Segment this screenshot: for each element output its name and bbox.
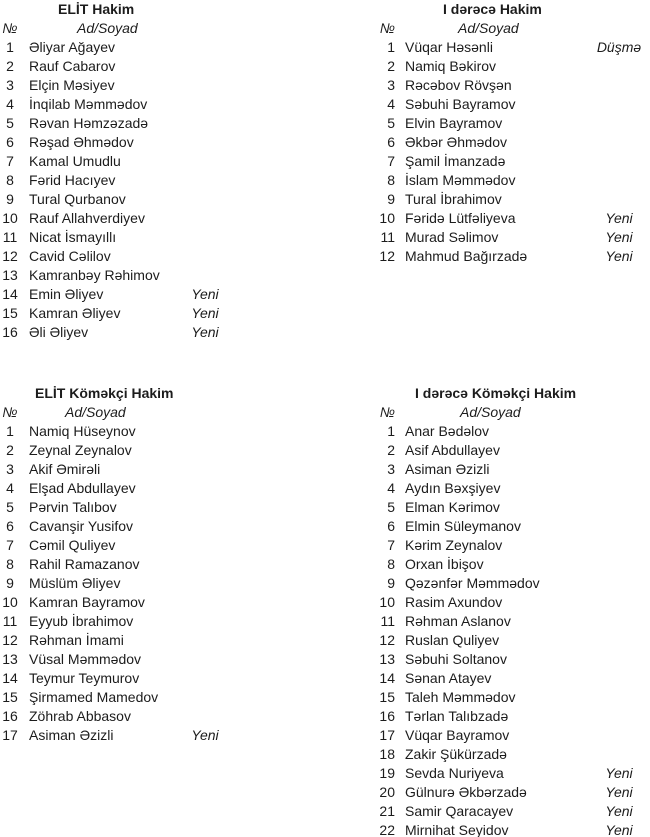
row-name: Kamran Əliyev <box>29 305 121 321</box>
row-number: 8 <box>6 556 14 572</box>
rows-container <box>325 38 650 266</box>
row-note <box>590 631 648 650</box>
table-row <box>325 57 650 76</box>
row-name: Fərid Hacıyev <box>29 172 116 188</box>
row-name: Asif Abdullayev <box>405 442 500 458</box>
row-number: 19 <box>379 765 395 781</box>
row-note <box>180 688 230 707</box>
row-note <box>180 38 230 57</box>
row-note <box>590 536 648 555</box>
row-note: Yeni <box>605 210 633 226</box>
table-row <box>325 171 650 190</box>
row-note <box>180 209 230 228</box>
row-name: Əkbər Əhmədov <box>405 134 507 150</box>
row-name: Elçin Məsiyev <box>29 77 115 93</box>
table-row <box>325 536 650 555</box>
section-title: I dərəcə Hakim <box>443 1 542 17</box>
row-note: Yeni <box>605 229 633 245</box>
row-name: Rəvan Həmzəzadə <box>29 115 149 131</box>
row-name: Gülnurə Əkbərzadə <box>405 784 527 800</box>
row-note <box>180 152 230 171</box>
row-name: Rauf Cabarov <box>29 58 116 74</box>
row-number: 6 <box>387 134 395 150</box>
table-row <box>0 555 325 574</box>
table-row <box>0 323 325 342</box>
row-name: Tural Qurbanov <box>29 191 126 207</box>
column-header-name: Ad/Soyad <box>460 404 521 420</box>
row-name: Vüqar Bayramov <box>405 727 510 743</box>
table-row <box>325 228 650 247</box>
row-note <box>590 498 648 517</box>
row-note <box>590 574 648 593</box>
table-row <box>325 76 650 95</box>
row-number: 2 <box>6 442 14 458</box>
row-name: Akif Əmirəli <box>29 461 101 477</box>
row-note <box>180 574 230 593</box>
row-number: 16 <box>379 708 395 724</box>
row-note <box>180 76 230 95</box>
row-name: Zöhrab Abbasov <box>29 708 131 724</box>
row-number: 11 <box>380 613 395 629</box>
row-note: Düşmə <box>596 39 642 55</box>
row-number: 14 <box>2 286 18 302</box>
table-row <box>325 631 650 650</box>
table-row <box>0 285 325 304</box>
table-row <box>0 669 325 688</box>
row-name: Asiman Əzizli <box>405 461 490 477</box>
row-name: Teymur Teymurov <box>29 670 140 686</box>
row-number: 15 <box>2 305 18 321</box>
row-number: 22 <box>379 822 395 837</box>
table-row <box>325 152 650 171</box>
row-note <box>590 152 648 171</box>
row-note <box>180 133 230 152</box>
row-note <box>590 76 648 95</box>
row-note <box>590 95 648 114</box>
row-number: 6 <box>387 518 395 534</box>
row-number: 13 <box>2 651 18 667</box>
row-note <box>180 631 230 650</box>
table-row <box>325 593 650 612</box>
table-row <box>0 498 325 517</box>
row-note <box>590 726 648 745</box>
row-note <box>180 57 230 76</box>
table-row <box>0 479 325 498</box>
table-row <box>325 745 650 764</box>
table-row <box>0 517 325 536</box>
row-note: Yeni <box>191 305 219 321</box>
row-name: Anar Bədəlov <box>405 423 490 439</box>
row-number: 21 <box>379 803 395 819</box>
row-name: Zakir Şükürzadə <box>405 746 507 762</box>
row-note <box>590 612 648 631</box>
row-note <box>590 460 648 479</box>
row-number: 7 <box>387 153 395 169</box>
row-number: 17 <box>379 727 395 743</box>
row-number: 13 <box>2 267 18 283</box>
row-number: 10 <box>379 594 395 610</box>
row-number: 20 <box>379 784 395 800</box>
row-number: 8 <box>6 172 14 188</box>
row-name: Tural İbrahimov <box>405 191 502 207</box>
row-note <box>590 745 648 764</box>
table-row <box>325 574 650 593</box>
row-number: 6 <box>6 518 14 534</box>
row-number: 1 <box>6 423 14 439</box>
row-number: 15 <box>379 689 395 705</box>
row-number: 8 <box>387 556 395 572</box>
row-number: 4 <box>387 480 395 496</box>
section-title: ELİT Köməkçi Hakim <box>35 385 174 401</box>
row-number: 1 <box>387 39 395 55</box>
row-number: 10 <box>379 210 395 226</box>
row-name: Mahmud Bağırzadə <box>405 248 528 264</box>
row-name: Aydın Bəxşiyev <box>405 480 501 496</box>
row-number: 11 <box>2 229 18 245</box>
table-row <box>0 76 325 95</box>
row-name: Rəşad Əhmədov <box>29 134 134 150</box>
row-name: Cəmil Quliyev <box>29 537 116 553</box>
column-header-name: Ad/Soyad <box>77 20 138 36</box>
row-name: Tərlan Talıbzadə <box>405 708 509 724</box>
row-name: Ruslan Quliyev <box>405 632 500 648</box>
row-name: Namiq Bəkirov <box>405 58 497 74</box>
table-row <box>0 190 325 209</box>
row-name: Emin Əliyev <box>29 286 104 302</box>
column-header-no: № <box>2 20 18 36</box>
table-row <box>0 228 325 247</box>
table-row <box>0 57 325 76</box>
table-row <box>0 612 325 631</box>
row-name: Taleh Məmmədov <box>405 689 516 705</box>
row-number: 9 <box>6 575 14 591</box>
row-note <box>590 688 648 707</box>
row-note <box>590 593 648 612</box>
row-name: Kamran Bayramov <box>29 594 145 610</box>
table-row <box>325 190 650 209</box>
row-name: Müslüm Əliyev <box>29 575 121 591</box>
row-name: Kərim Zeynalov <box>405 537 503 553</box>
table-row <box>0 688 325 707</box>
row-note <box>180 536 230 555</box>
row-number: 2 <box>387 58 395 74</box>
row-note: Yeni <box>605 822 633 837</box>
column-header-no: № <box>2 404 18 420</box>
row-name: Qəzənfər Məmmədov <box>405 575 540 591</box>
row-note <box>180 247 230 266</box>
row-name: Cavanşir Yusifov <box>29 518 134 534</box>
row-note <box>180 441 230 460</box>
row-name: Rəcəbov Rövşən <box>405 77 512 93</box>
row-note <box>180 707 230 726</box>
row-name: İslam Məmmədov <box>405 172 516 188</box>
table-row <box>0 171 325 190</box>
table-row <box>325 460 650 479</box>
table-row <box>325 821 650 837</box>
row-number: 6 <box>6 134 14 150</box>
row-number: 2 <box>387 442 395 458</box>
rows-container <box>325 422 650 837</box>
table-row <box>325 479 650 498</box>
row-name: Samir Qaracayev <box>405 803 514 819</box>
row-name: Kamal Umudlu <box>29 153 121 169</box>
row-note <box>180 593 230 612</box>
row-number: 10 <box>2 594 18 610</box>
table-row <box>325 95 650 114</box>
row-note: Yeni <box>605 765 633 781</box>
table-row <box>0 422 325 441</box>
row-name: Namiq Hüseynov <box>29 423 136 439</box>
row-note <box>180 669 230 688</box>
row-name: Asiman Əzizli <box>29 727 114 743</box>
column-header-name: Ad/Soyad <box>65 404 126 420</box>
row-number: 3 <box>6 77 14 93</box>
table-row <box>0 247 325 266</box>
section-title: ELİT Hakim <box>58 1 135 17</box>
table-row <box>0 460 325 479</box>
row-number: 11 <box>2 613 18 629</box>
row-note <box>180 190 230 209</box>
row-name: Elşad Abdullayev <box>29 480 136 496</box>
row-number: 3 <box>6 461 14 477</box>
row-note <box>180 460 230 479</box>
table-row <box>0 266 325 285</box>
row-name: Orxan İbişov <box>405 556 484 572</box>
row-note <box>590 441 648 460</box>
table-row <box>325 114 650 133</box>
row-number: 3 <box>387 461 395 477</box>
row-number: 1 <box>387 423 395 439</box>
row-note <box>590 650 648 669</box>
table-row <box>0 650 325 669</box>
row-number: 17 <box>2 727 18 743</box>
row-number: 9 <box>387 191 395 207</box>
row-number: 15 <box>2 689 18 705</box>
row-number: 4 <box>6 96 14 112</box>
table-row <box>0 95 325 114</box>
row-number: 12 <box>379 248 395 264</box>
row-note <box>180 498 230 517</box>
row-number: 14 <box>2 670 18 686</box>
row-number: 10 <box>2 210 18 226</box>
row-note: Yeni <box>605 248 633 264</box>
row-note <box>180 171 230 190</box>
row-note <box>590 57 648 76</box>
table-row <box>325 612 650 631</box>
table-row <box>325 650 650 669</box>
rows-container <box>0 422 325 745</box>
row-number: 7 <box>6 537 14 553</box>
table-row <box>325 441 650 460</box>
row-note <box>180 555 230 574</box>
row-number: 13 <box>379 651 395 667</box>
row-number: 7 <box>387 537 395 553</box>
row-name: Əliyar Ağayev <box>29 39 116 55</box>
row-note <box>180 266 230 285</box>
row-note <box>590 517 648 536</box>
table-row <box>325 555 650 574</box>
table-row <box>0 133 325 152</box>
row-number: 16 <box>2 324 18 340</box>
table-row <box>325 688 650 707</box>
table-row <box>325 133 650 152</box>
row-note: Yeni <box>191 324 219 340</box>
row-note <box>180 479 230 498</box>
table-row <box>0 38 325 57</box>
table-row <box>325 783 650 802</box>
row-name: Əli Əliyev <box>29 324 89 340</box>
rows-container <box>0 38 325 342</box>
row-note <box>180 422 230 441</box>
row-number: 11 <box>380 229 395 245</box>
row-note <box>590 171 648 190</box>
row-note <box>180 612 230 631</box>
row-name: Şamil İmanzadə <box>405 153 506 169</box>
row-number: 18 <box>379 746 395 762</box>
row-name: Rahil Ramazanov <box>29 556 140 572</box>
table-row <box>0 209 325 228</box>
row-note <box>590 555 648 574</box>
table-row <box>325 498 650 517</box>
row-name: Elmin Süleymanov <box>405 518 521 534</box>
row-number: 4 <box>387 96 395 112</box>
row-name: Rəhman İmami <box>29 632 124 648</box>
row-name: Cavid Cəlilov <box>29 248 111 264</box>
row-name: Vüsal Məmmədov <box>29 651 142 667</box>
row-name: Sənan Atayev <box>405 670 492 686</box>
row-name: Pərvin Talıbov <box>29 499 117 515</box>
table-row <box>0 304 325 323</box>
table-row <box>0 593 325 612</box>
row-note: Yeni <box>191 727 219 743</box>
row-name: Rauf Allahverdiyev <box>29 210 145 226</box>
row-number: 5 <box>6 115 14 131</box>
row-note <box>180 517 230 536</box>
row-name: İnqilab Məmmədov <box>29 96 148 112</box>
row-name: Nicat İsmayıllı <box>29 229 117 245</box>
row-number: 12 <box>379 632 395 648</box>
column-header-no: № <box>379 404 395 420</box>
table-row <box>325 422 650 441</box>
table-row <box>0 114 325 133</box>
row-note <box>180 650 230 669</box>
table-row <box>0 152 325 171</box>
row-number: 3 <box>387 77 395 93</box>
row-note <box>590 479 648 498</box>
row-name: Rəhman Aslanov <box>405 613 511 629</box>
table-row <box>0 441 325 460</box>
row-name: Fəridə Lütfəliyeva <box>405 210 516 226</box>
row-number: 7 <box>6 153 14 169</box>
row-note: Yeni <box>605 784 633 800</box>
row-note: Yeni <box>605 803 633 819</box>
table-row <box>0 536 325 555</box>
row-number: 2 <box>6 58 14 74</box>
row-number: 5 <box>387 115 395 131</box>
row-note <box>590 422 648 441</box>
row-number: 9 <box>387 575 395 591</box>
row-note <box>590 669 648 688</box>
row-note <box>590 707 648 726</box>
table-row <box>0 726 325 745</box>
row-name: Elman Kərimov <box>405 499 500 515</box>
row-name: Zeynal Zeynalov <box>29 442 132 458</box>
table-row <box>0 707 325 726</box>
row-name: Şirmamed Mamedov <box>29 689 159 705</box>
row-number: 12 <box>2 248 18 264</box>
row-name: Kamranbəy Rəhimov <box>29 267 160 283</box>
table-row <box>325 802 650 821</box>
row-number: 14 <box>379 670 395 686</box>
table-row <box>325 764 650 783</box>
row-name: Elvin Bayramov <box>405 115 503 131</box>
table-row <box>0 574 325 593</box>
row-number: 8 <box>387 172 395 188</box>
table-row <box>325 669 650 688</box>
table-row <box>325 247 650 266</box>
row-name: Vüqar Həsənli <box>405 39 493 55</box>
row-name: Eyyub İbrahimov <box>29 613 134 629</box>
table-row <box>325 726 650 745</box>
row-note <box>180 228 230 247</box>
row-number: 16 <box>2 708 18 724</box>
section-title: I dərəcə Köməkçi Hakim <box>415 385 577 401</box>
row-number: 12 <box>2 632 18 648</box>
row-note <box>180 95 230 114</box>
row-number: 4 <box>6 480 14 496</box>
row-number: 9 <box>6 191 14 207</box>
row-name: Murad Səlimov <box>405 229 499 245</box>
table-row <box>325 209 650 228</box>
table-row <box>0 631 325 650</box>
row-number: 1 <box>6 39 14 55</box>
table-row <box>325 517 650 536</box>
row-note <box>590 114 648 133</box>
row-note <box>590 133 648 152</box>
row-name: Səbuhi Soltanov <box>405 651 507 667</box>
row-note <box>590 190 648 209</box>
row-name: Mirnihat Seyidov <box>405 822 509 837</box>
row-name: Rasim Axundov <box>405 594 503 610</box>
row-note: Yeni <box>191 286 219 302</box>
table-row <box>325 707 650 726</box>
column-header-no: № <box>379 20 395 36</box>
column-header-name: Ad/Soyad <box>458 20 519 36</box>
row-number: 5 <box>387 499 395 515</box>
row-number: 5 <box>6 499 14 515</box>
row-name: Sevda Nuriyeva <box>405 765 504 781</box>
row-name: Səbuhi Bayramov <box>405 96 516 112</box>
table-row <box>325 38 650 57</box>
row-note <box>180 114 230 133</box>
